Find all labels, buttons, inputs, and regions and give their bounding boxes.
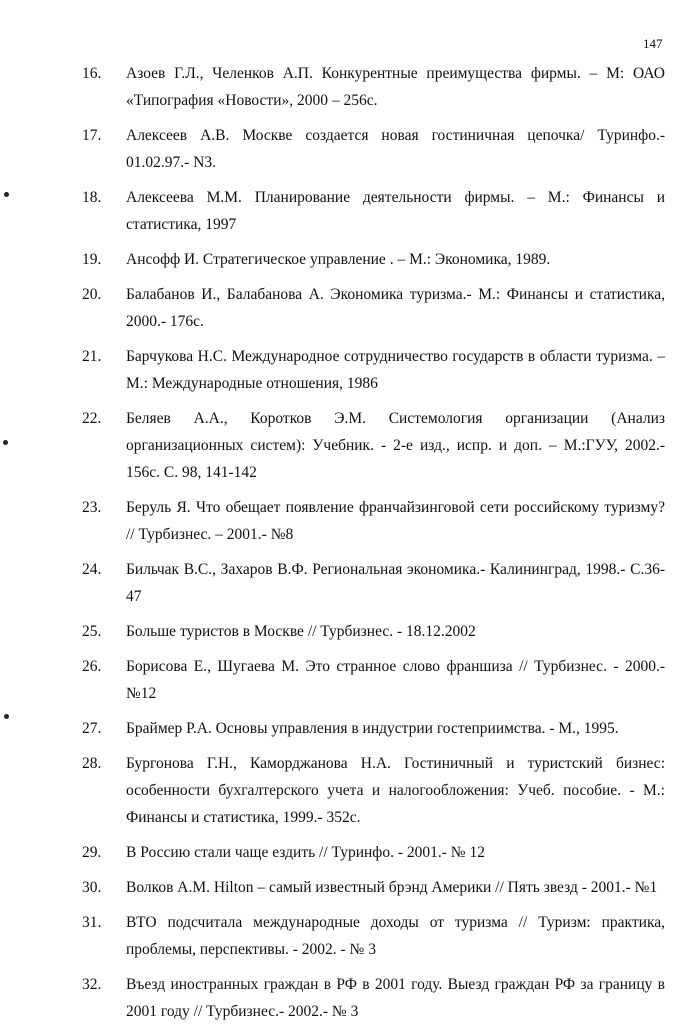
reference-number: 18. (82, 189, 102, 206)
reference-number: 22. (82, 410, 102, 427)
reference-text: В Россию стали чаще ездить // Туринфо. - 2001.- № 12 (126, 844, 485, 861)
reference-number: 28. (82, 755, 102, 772)
reference-item (82, 405, 665, 486)
reference-item (82, 971, 665, 1025)
reference-item (82, 281, 665, 335)
reference-number: 20. (82, 286, 102, 303)
reference-text: Бургонова Г.Н., Каморджанова Н.А. Гостиничный и туристский бизнес: особенности бухгалтерского учета и налогообложения: Учеб. пособие. - М.: Финансы и статистика, 1999.- 352с. (126, 755, 665, 826)
reference-text: Борисова Е., Шугаева М. Это странное слово франшиза // Турбизнес. - 2000.- №12 (126, 658, 665, 702)
scan-artifact-dot (3, 440, 8, 445)
reference-item (82, 60, 665, 114)
reference-item (82, 246, 665, 273)
reference-item (82, 556, 665, 610)
reference-item (82, 750, 665, 831)
reference-number: 25. (82, 623, 102, 640)
reference-number: 21. (82, 348, 102, 365)
reference-number: 19. (82, 251, 102, 268)
reference-number: 23. (82, 499, 102, 516)
reference-number: 27. (82, 720, 102, 737)
reference-text: Беруль Я. Что обещает появление франчайзинговой сети российскому туризму? // Турбизнес. – 2001.- №8 (126, 499, 665, 543)
reference-item (82, 839, 665, 866)
page-number: 147 (643, 36, 663, 51)
reference-text: Браймер Р.А. Основы управления в индустрии гостеприимства. - М., 1995. (126, 720, 619, 737)
reference-text: Азоев Г.Л., Челенков А.П. Конкурентные преимущества фирмы. – М: ОАО «Типография «Новости», 2000 – 256с. (126, 65, 665, 109)
reference-text: Барчукова Н.С. Международное сотрудничество государств в области туризма. – М.: Международные отношения, 1986 (126, 348, 665, 392)
reference-text: Алексеев А.В. Москве создается новая гостиничная цепочка/ Туринфо.- 01.02.97.- N3. (126, 127, 665, 171)
reference-list (82, 60, 665, 1033)
scan-artifact-dot (4, 714, 9, 719)
reference-item (82, 715, 665, 742)
reference-text: Бильчак В.С., Захаров В.Ф. Региональная экономика.- Калининград, 1998.- С.36-47 (126, 561, 665, 605)
reference-number: 30. (82, 879, 102, 896)
reference-item (82, 343, 665, 397)
reference-item (82, 618, 665, 645)
reference-item (82, 874, 665, 901)
reference-item (82, 122, 665, 176)
reference-item (82, 653, 665, 707)
reference-text: Ансофф И. Стратегическое управление . – М.: Экономика, 1989. (126, 251, 551, 268)
reference-text: Въезд иностранных граждан в РФ в 2001 году. Выезд граждан РФ за границу в 2001 году // Турбизнес.- 2002.- № 3 (126, 976, 665, 1020)
reference-number: 31. (82, 914, 102, 931)
reference-item (82, 909, 665, 963)
reference-text: Балабанов И., Балабанова А. Экономика туризма.- М.: Финансы и статистика, 2000.- 176с. (126, 286, 665, 330)
scan-artifact-dot (4, 192, 9, 197)
reference-number: 17. (82, 127, 102, 144)
reference-number: 32. (82, 976, 102, 993)
reference-text: Больше туристов в Москве // Турбизнес. - 18.12.2002 (126, 623, 476, 640)
reference-number: 26. (82, 658, 102, 675)
reference-text: Беляев А.А., Коротков Э.М. Системология организации (Анализ организационных систем): Учебник. - 2-е изд., испр. и доп. – М.:ГУУ, 2002.- 156с. С. 98, 141-142 (126, 410, 665, 481)
reference-number: 16. (82, 65, 102, 82)
reference-text: Алексеева М.М. Планирование деятельности фирмы. – М.: Финансы и статистика, 1997 (126, 189, 665, 233)
reference-text: Волков А.М. Hilton – самый известный брэнд Америки // Пять звезд - 2001.- №1 (126, 879, 658, 896)
reference-item (82, 184, 665, 238)
reference-item (82, 494, 665, 548)
reference-number: 24. (82, 561, 102, 578)
reference-text: ВТО подсчитала международные доходы от туризма // Туризм: практика, проблемы, перспективы. - 2002. - № 3 (126, 914, 665, 958)
reference-number: 29. (82, 844, 102, 861)
